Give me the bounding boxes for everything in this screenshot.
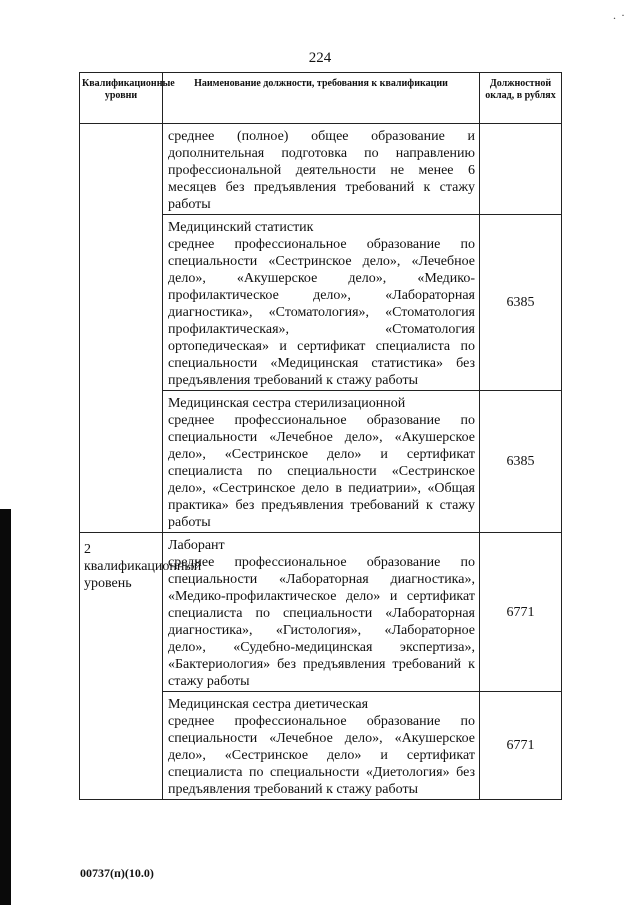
description-cell (163, 124, 480, 215)
salary-cell: 6771 (480, 533, 562, 692)
table-header-row (80, 73, 562, 124)
header-level: Квалификационные уровни (80, 73, 163, 124)
position-requirements: среднее профессиональное образование по специальности «Лечебное дело», «Акушерское дело», «Сестринское дело» и сертификат специалиста по специальности «Сестринское дело», «Сестринское дело в педиатрии», «Общая практика» без предъявления требований к стажу работы (168, 413, 475, 530)
description-cell (163, 215, 480, 391)
salary-cell: 6385 (480, 215, 562, 391)
position-requirements: среднее (полное) общее образование и дополнительная подготовка по направлению профессиональной деятельности не менее 6 месяцев без предъявления требований к стажу работы (168, 129, 475, 212)
header-position: Наименование должности, требования к квалификации (163, 73, 480, 124)
position-requirements: среднее профессиональное образование по специальности «Лабораторная диагностика», «Медико-профилактическое дело» и сертификат специалиста по специальности «Лабораторная диагностика», «Гистология», «Лабораторное дело», «Судебно-медицинская экспертиза», «Бактериология» без предъявления требований к стажу работы (168, 555, 475, 689)
header-salary: Должностной оклад, в рублях (480, 73, 562, 124)
salary-cell (480, 124, 562, 215)
level-cell: 2 квалификационный уровень (80, 533, 163, 800)
description-cell (163, 391, 480, 533)
qualification-table (79, 72, 562, 800)
document-code: 00737(п)(10.0) (80, 866, 154, 880)
position-requirements: среднее профессиональное образование по специальности «Лечебное дело», «Акушерское дело», «Сестринское дело» и сертификат специалиста по специальности «Диетология» без предъявления требований к стажу работы (168, 714, 475, 797)
scan-black-edge (0, 509, 11, 905)
page-number: 224 (308, 50, 332, 66)
scan-specks: . · (613, 8, 626, 22)
position-name: Медицинская сестра диетическая (168, 697, 369, 712)
table-row (80, 533, 562, 692)
salary-cell: 6385 (480, 391, 562, 533)
table-row (80, 124, 562, 215)
position-name: Медицинская сестра стерилизационной (168, 396, 406, 411)
position-name: Медицинский статистик (168, 220, 314, 235)
position-requirements: среднее профессиональное образование по специальности «Сестринское дело», «Лечебное дело», «Акушерское дело», «Медико-профилактическое дело», «Лабораторная диагностика», «Стоматология», «Стоматология профилактическая», «Стоматология ортопедическая» и сертификат специалиста по специальности «Медицинская статистика» без предъявления требований к стажу работы (168, 237, 475, 388)
position-name: Лаборант (168, 538, 225, 553)
description-cell (163, 692, 480, 800)
description-cell (163, 533, 480, 692)
salary-cell: 6771 (480, 692, 562, 800)
level-cell (80, 124, 163, 533)
